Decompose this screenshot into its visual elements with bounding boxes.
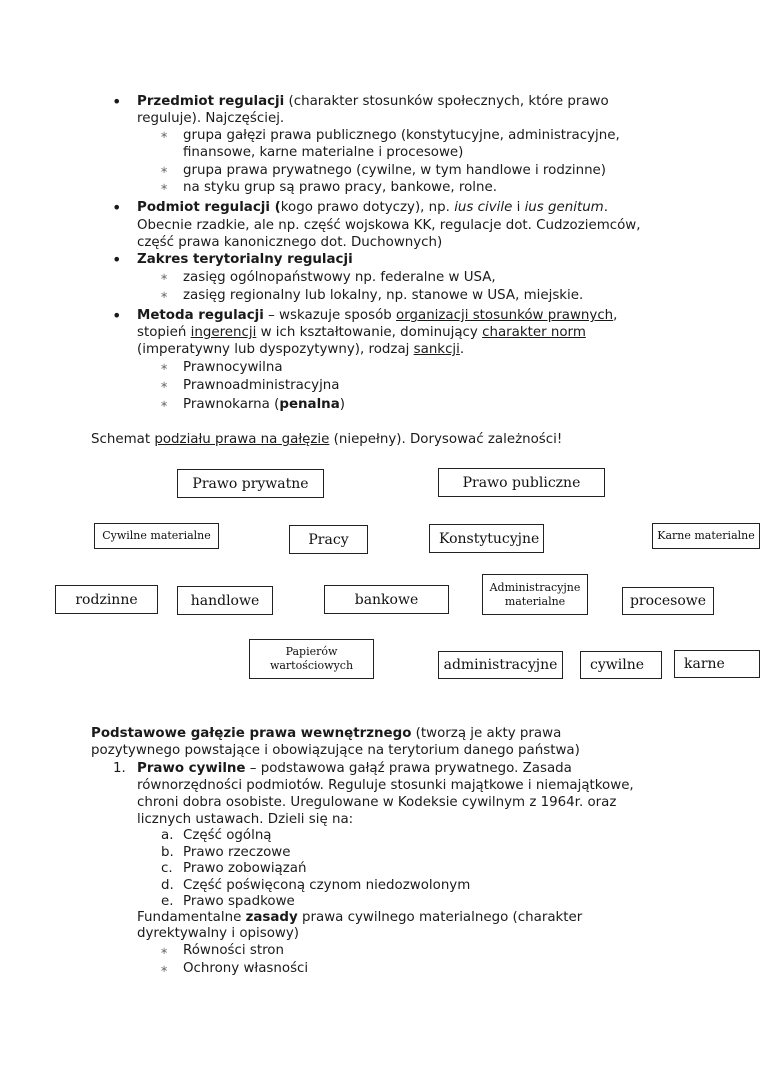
part-letter: c. bbox=[161, 861, 173, 876]
item-title: Prawo cywilne bbox=[137, 761, 246, 776]
item-text: . bbox=[603, 200, 608, 215]
sub-item bbox=[183, 396, 345, 413]
underlined-term: sankcji bbox=[413, 342, 460, 357]
schema-intro bbox=[91, 431, 562, 448]
sub-item: grupa prawa prywatnego (cywilne, w tym handlowe i rodzinne) bbox=[183, 163, 607, 178]
item-text: (charakter stosunków społecznych, które prawo bbox=[284, 94, 609, 109]
latin-term: ius civile bbox=[454, 200, 513, 215]
item-text-line: równorzędności podmiotów. Reguluje stosunki majątkowe i niemajątkowe, bbox=[137, 778, 634, 793]
underlined-term: organizacji stosunków prawnych bbox=[396, 308, 614, 323]
list-item-przedmiot bbox=[137, 93, 609, 110]
bullet-icon: • bbox=[112, 306, 122, 325]
item-text: w ich kształtowanie, dominujący bbox=[256, 325, 483, 340]
principles-intro bbox=[137, 909, 582, 926]
asterisk-bullet-icon: ∗ bbox=[160, 182, 169, 193]
part-item: Część ogólną bbox=[183, 828, 272, 843]
asterisk-bullet-icon: ∗ bbox=[160, 964, 169, 975]
part-letter: e. bbox=[161, 894, 174, 909]
item-text-line bbox=[137, 341, 464, 358]
box-label-line: materialne bbox=[504, 594, 566, 608]
item-text: Prawnokarna ( bbox=[183, 397, 280, 412]
item-text: i bbox=[512, 200, 525, 215]
underlined-term: podziału prawa na gałęzie bbox=[154, 432, 330, 447]
box-administracyjne-materialne bbox=[482, 574, 588, 615]
part-item: Prawo spadkowe bbox=[183, 894, 295, 909]
asterisk-bullet-icon: ∗ bbox=[160, 165, 169, 176]
item-text: ) bbox=[339, 397, 345, 412]
item-text: . bbox=[459, 342, 465, 357]
item-text: (imperatywny lub dyspozytywny), rodzaj bbox=[137, 342, 414, 357]
asterisk-bullet-icon: ∗ bbox=[160, 130, 169, 141]
item-text: – podstawowa gałąź prawa prywatnego. Zasada bbox=[245, 761, 572, 776]
principles-intro-line2: dyrektywalny i opisowy) bbox=[137, 926, 300, 941]
item-text-line bbox=[137, 324, 586, 341]
box-procesowe: procesowe bbox=[622, 587, 714, 615]
box-konstytucyjne: Konstytucyjne bbox=[429, 524, 544, 553]
principle-item: Ochrony własności bbox=[183, 961, 309, 976]
box-label-line: Papierów bbox=[285, 645, 338, 658]
sub-item: na styku grup są prawo pracy, bankowe, rolne. bbox=[183, 180, 497, 195]
part-item: Część poświęconą czynom niedozwolonym bbox=[183, 878, 471, 893]
principle-item: Równości stron bbox=[183, 943, 284, 958]
sub-item: Prawnoadministracyjna bbox=[183, 378, 340, 393]
list-item-prawo-cywilne bbox=[137, 760, 572, 777]
item-title: Przedmiot regulacji bbox=[137, 94, 285, 109]
intro-text: Schemat bbox=[91, 432, 155, 447]
item-text: prawa cywilnego materialnego (charakter bbox=[297, 910, 583, 925]
sub-item: zasięg regionalny lub lokalny, np. stanowe w USA, miejskie. bbox=[183, 288, 584, 303]
asterisk-bullet-icon: ∗ bbox=[160, 362, 169, 373]
box-administracyjne: administracyjne bbox=[438, 651, 563, 679]
item-text-line: licznych ustawach. Dzieli się na: bbox=[137, 812, 354, 827]
box-handlowe: handlowe bbox=[177, 586, 273, 615]
box-papierow-wartosciowych bbox=[249, 639, 374, 679]
part-item: Prawo zobowiązań bbox=[183, 861, 307, 876]
section-heading-line2: pozytywnego powstające i obowiązujące na terytorium danego państwa) bbox=[91, 743, 580, 758]
intro-text: (niepełny). Dorysować zależności! bbox=[329, 432, 563, 447]
asterisk-bullet-icon: ∗ bbox=[160, 290, 169, 301]
sub-item: Prawnocywilna bbox=[183, 360, 283, 375]
bullet-icon: • bbox=[112, 198, 122, 217]
item-text: – wskazuje sposób bbox=[263, 308, 397, 323]
item-title: Podmiot regulacji ( bbox=[137, 200, 281, 215]
box-prawo-prywatne: Prawo prywatne bbox=[177, 469, 324, 498]
box-karne-materialne: Karne materialne bbox=[652, 523, 760, 549]
item-text: Fundamentalne bbox=[137, 910, 246, 925]
item-text-line: Obecnie rzadkie, ale np. część wojskowa KK, regulacje dot. Cudzoziemców, bbox=[137, 218, 641, 233]
part-letter: b. bbox=[161, 845, 174, 860]
section-heading bbox=[91, 725, 561, 742]
underlined-term: ingerencji bbox=[190, 325, 257, 340]
list-item-metoda bbox=[137, 307, 617, 324]
box-cywilne-materialne: Cywilne materialne bbox=[94, 523, 219, 549]
box-label-line: Administracyjne bbox=[489, 580, 581, 594]
box-rodzinne: rodzinne bbox=[55, 585, 158, 614]
list-item-podmiot bbox=[137, 199, 608, 216]
bold-term: zasady bbox=[245, 910, 298, 925]
list-item-zakres: Zakres terytorialny regulacji bbox=[137, 252, 353, 267]
heading-bold: Podstawowe gałęzie prawa wewnętrznego bbox=[91, 726, 412, 741]
list-number: 1. bbox=[113, 761, 126, 776]
item-text-line: chroni dobra osobiste. Uregulowane w Kodeksie cywilnym z 1964r. oraz bbox=[137, 795, 617, 810]
box-pracy: Pracy bbox=[289, 525, 368, 554]
part-letter: a. bbox=[161, 828, 174, 843]
asterisk-bullet-icon: ∗ bbox=[160, 399, 169, 410]
part-item: Prawo rzeczowe bbox=[183, 845, 291, 860]
part-letter: d. bbox=[161, 878, 174, 893]
box-prawo-publiczne: Prawo publiczne bbox=[438, 468, 605, 497]
underlined-term: charakter norm bbox=[482, 325, 586, 340]
box-cywilne: cywilne bbox=[580, 651, 662, 679]
item-text-line: reguluje). Najczęściej. bbox=[137, 111, 285, 126]
box-karne: karne bbox=[674, 650, 760, 678]
box-bankowe: bankowe bbox=[324, 585, 449, 614]
item-text-line: część prawa kanonicznego dot. Duchownych) bbox=[137, 235, 443, 250]
sub-item-continuation: finansowe, karne materialne i procesowe) bbox=[183, 145, 464, 160]
bullet-icon: • bbox=[112, 250, 122, 269]
sub-item: zasięg ogólnopaństwowy np. federalne w USA, bbox=[183, 270, 496, 285]
item-title: Metoda regulacji bbox=[137, 308, 264, 323]
asterisk-bullet-icon: ∗ bbox=[160, 946, 169, 957]
heading-text: (tworzą je akty prawa bbox=[411, 726, 562, 741]
bullet-icon: • bbox=[112, 92, 122, 111]
latin-term: ius genitum bbox=[524, 200, 604, 215]
asterisk-bullet-icon: ∗ bbox=[160, 272, 169, 283]
item-text: kogo prawo dotyczy), np. bbox=[280, 200, 455, 215]
item-text: , bbox=[613, 308, 618, 323]
sub-item: grupa gałęzi prawa publicznego (konstytucyjne, administracyjne, bbox=[183, 128, 620, 143]
box-label-line: wartościowych bbox=[269, 659, 354, 672]
bold-term: penalna bbox=[279, 397, 340, 412]
asterisk-bullet-icon: ∗ bbox=[160, 380, 169, 391]
item-text: stopień bbox=[137, 325, 191, 340]
